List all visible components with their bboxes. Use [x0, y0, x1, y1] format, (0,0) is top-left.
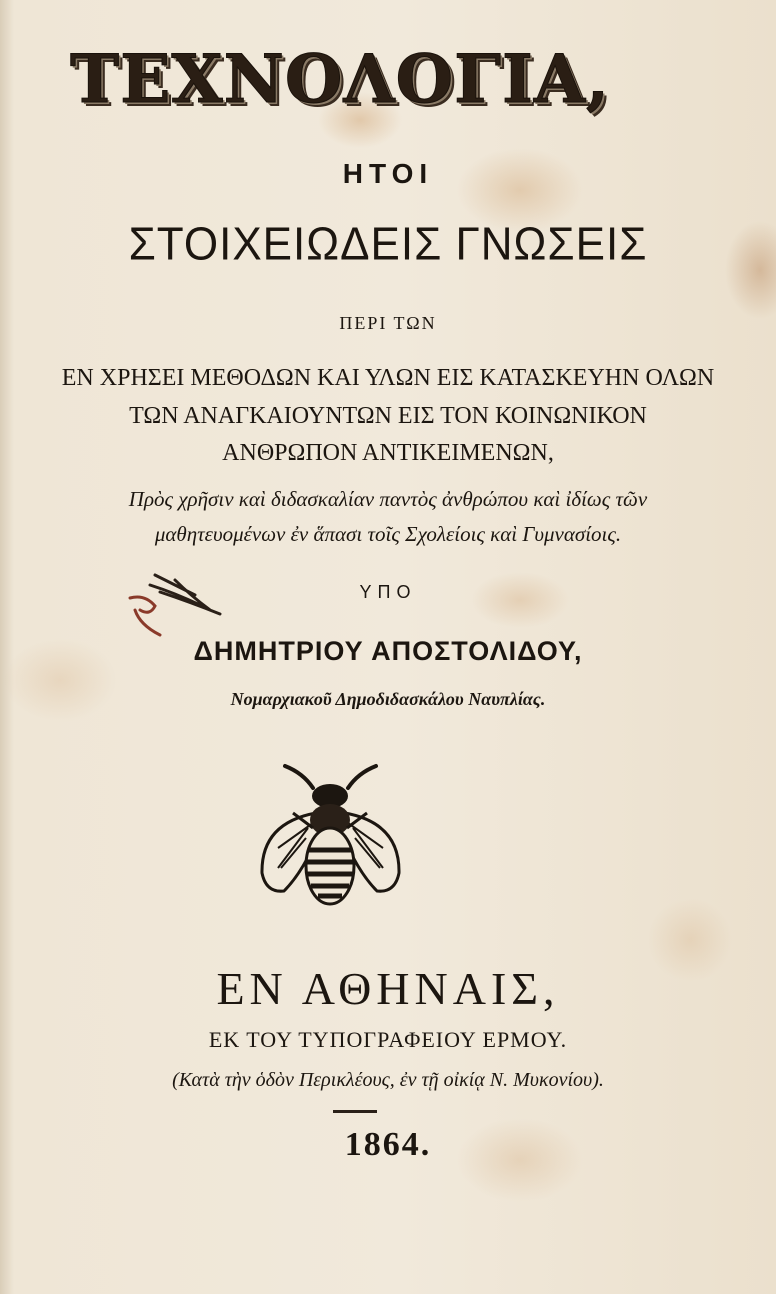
by-label: ΥΠΟ [359, 582, 417, 602]
author-role: Νομαρχιακοῦ Δημοδιδασκάλου Ναυπλίας. [230, 689, 546, 709]
purpose-line: μαθητευομένων ἐν ἅπασι τοῖς Σχολείοις καὶ Γυμνασίοις. [154, 522, 622, 546]
imprint-address: (Κατὰ τὴν ὁδὸν Περικλέους, ἐν τῇ οἰκίᾳ Ν. Μυκονίου). [172, 1069, 604, 1091]
description-line: ΕΝ ΧΡΗΣΕΙ ΜΕΘΟΔΩΝ ΚΑΙ ΥΛΩΝ ΕΙΣ ΚΑΤΑΣΚΕΥΗΝ ΟΛΩΝ [61, 365, 715, 391]
bee-icon [258, 758, 403, 908]
subtitle-htoi: ΗΤΟΙ [342, 158, 434, 189]
author-name: ΔΗΜΗΤΡΙΟΥ ΑΠΟΣΤΟΛΙΔΟΥ, [193, 636, 583, 666]
imprint-year: 1864. [344, 1126, 432, 1163]
description-line: ΤΩΝ ΑΝΑΓΚΑΙΟΥΝΤΩΝ ΕΙΣ ΤΟΝ ΚΟΙΝΩΝΙΚΟΝ [129, 403, 647, 429]
imprint-press: ΕΚ ΤΟΥ ΤΥΠΟΓΡΑΦΕΙΟΥ ΕΡΜΟΥ. [208, 1027, 568, 1052]
subtitle-peri: ΠΕΡΙ ΤΩΝ [339, 313, 437, 333]
ink-flourish-icon [120, 570, 260, 640]
description-line: ΑΝΘΡΩΠΟΝ ΑΝΤΙΚΕΙΜΕΝΩΝ, [222, 440, 554, 466]
subtitle-main: ΣΤΟΙΧΕΙΩΔΕΙΣ ΓΝΩΣΕΙΣ [128, 218, 648, 271]
purpose-line: Πρὸς χρῆσιν καὶ διδασκαλίαν παντὸς ἀνθρώπου καὶ ἰδίως τῶν [128, 487, 648, 511]
divider [333, 1110, 377, 1113]
imprint-place: ΕΝ ΑΘΗΝΑΙΣ, [216, 963, 560, 1014]
book-title: ΤΕΧΝΟΛΟΓΙΑ, [69, 40, 611, 118]
